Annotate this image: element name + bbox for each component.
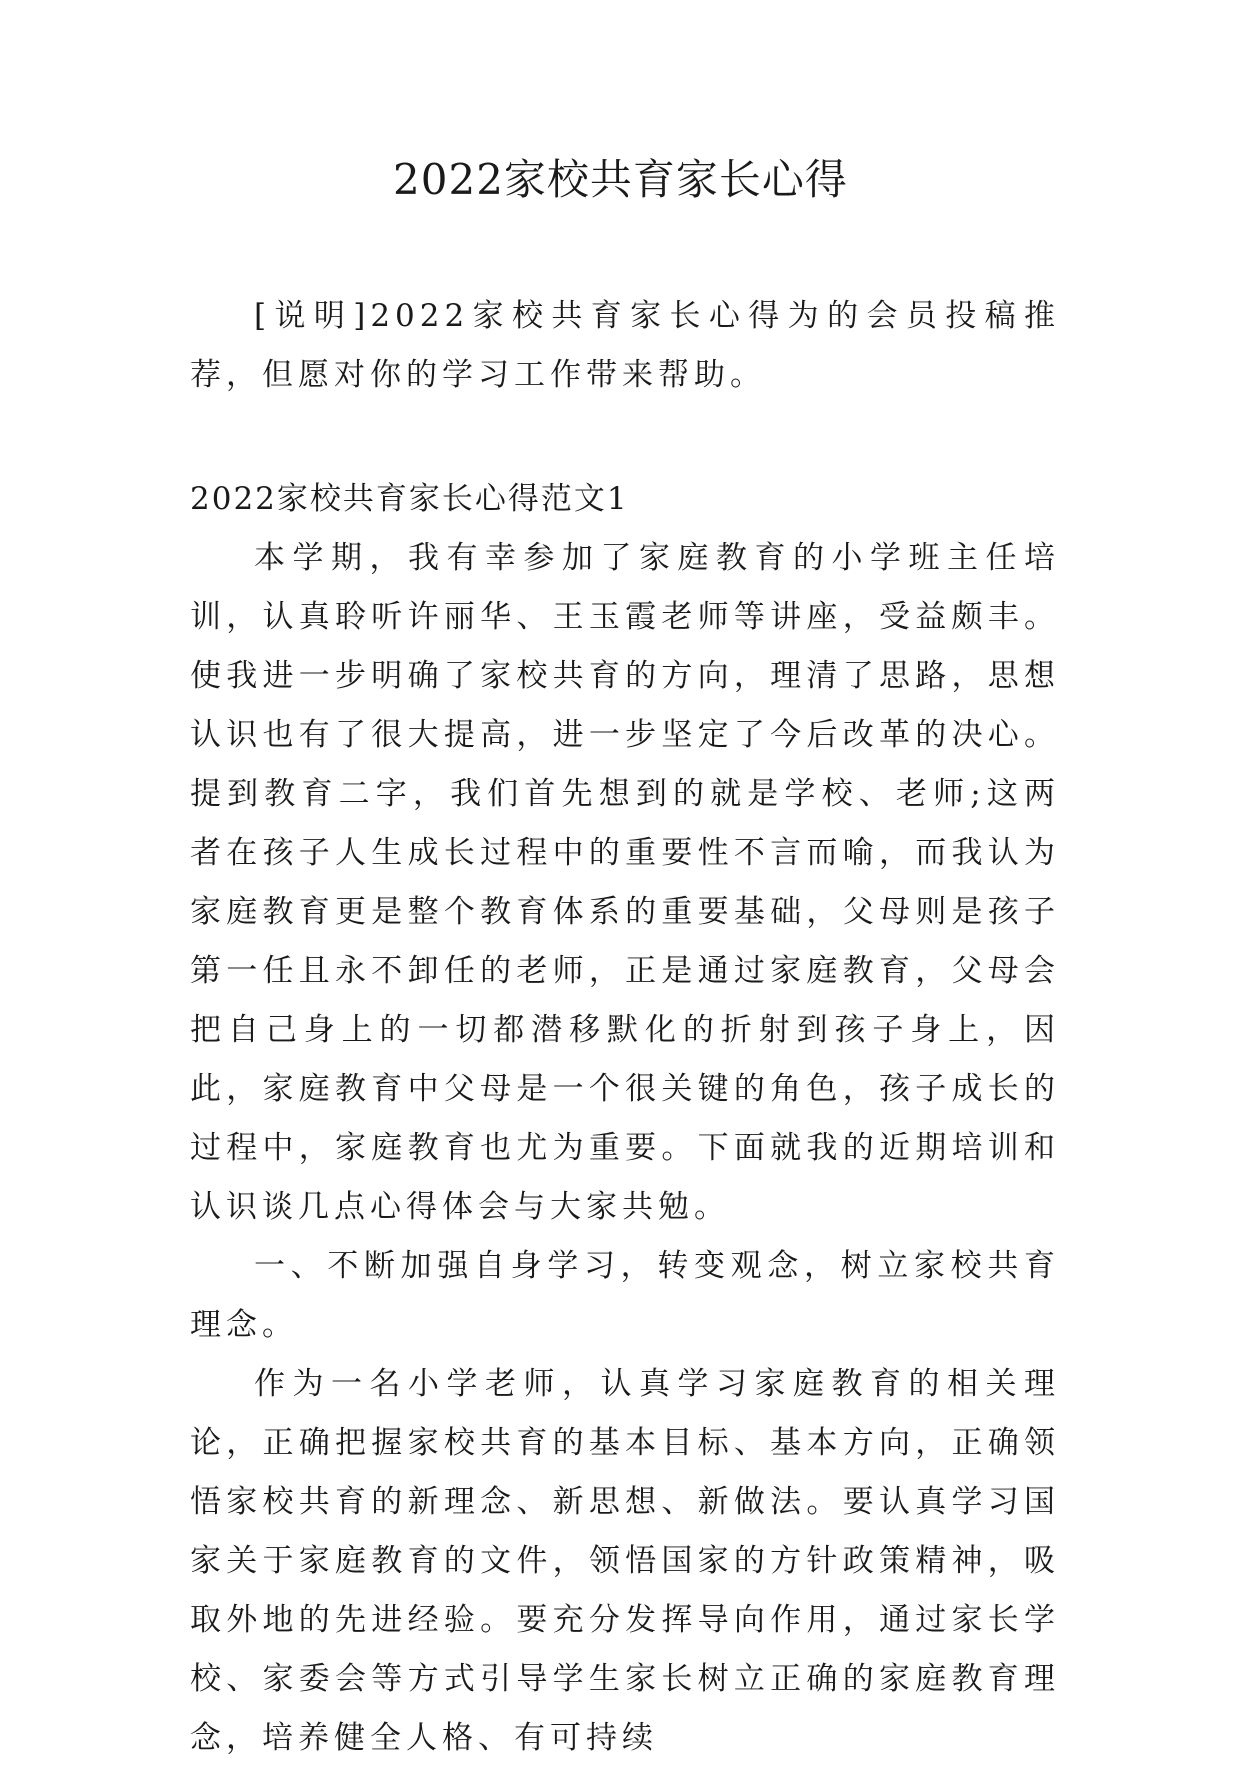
document-note: [说明]2022家校共育家长心得为的会员投稿推荐，但愿对你的学习工作带来帮助。 [190,298,1060,393]
paragraph: 本学期，我有幸参加了家庭教育的小学班主任培训，认真聆听许丽华、王玉霞老师等讲座，受益颇丰。使我进一步明确了家校共育的方向，理清了思路，思想认识也有了很大提高，进一步坚定了今后改革的决心。提到教育二字，我们首先想到的就是学校、老师;这两者在孩子人生成长过程中的重要性不言而喻，而我认为家庭教育更是整个教育体系的重要基础，父母则是孩子第一任且永不卸任的老师，正是通过家庭教育，父母会把自己身上的一切都潜移默化的折射到孩子身上，因此，家庭教育中父母是一个很关键的角色，孩子成长的过程中，家庭教育也尤为重要。下面就我的近期培训和认识谈几点心得体会与大家共勉。 [190,540,1060,1225]
paragraph: 作为一名小学老师，认真学习家庭教育的相关理论，正确把握家校共育的基本目标、基本方向，正确领悟家校共育的新理念、新思想、新做法。要认真学习国家关于家庭教育的文件，领悟国家的方针政策精神，吸取外地的先进经验。要充分发挥导向作用，通过家长学校、家委会等方式引导学生家长树立正确的家庭教育理念，培养健全人格、有可持续 [190,1366,1060,1756]
article-body [190,470,1060,1768]
section-title: 2022家校共育家长心得范文1 [190,481,629,517]
paragraph: 一、不断加强自身学习，转变观念，树立家校共育理念。 [190,1248,1060,1343]
document-title: 2022家校共育家长心得 [393,155,848,204]
